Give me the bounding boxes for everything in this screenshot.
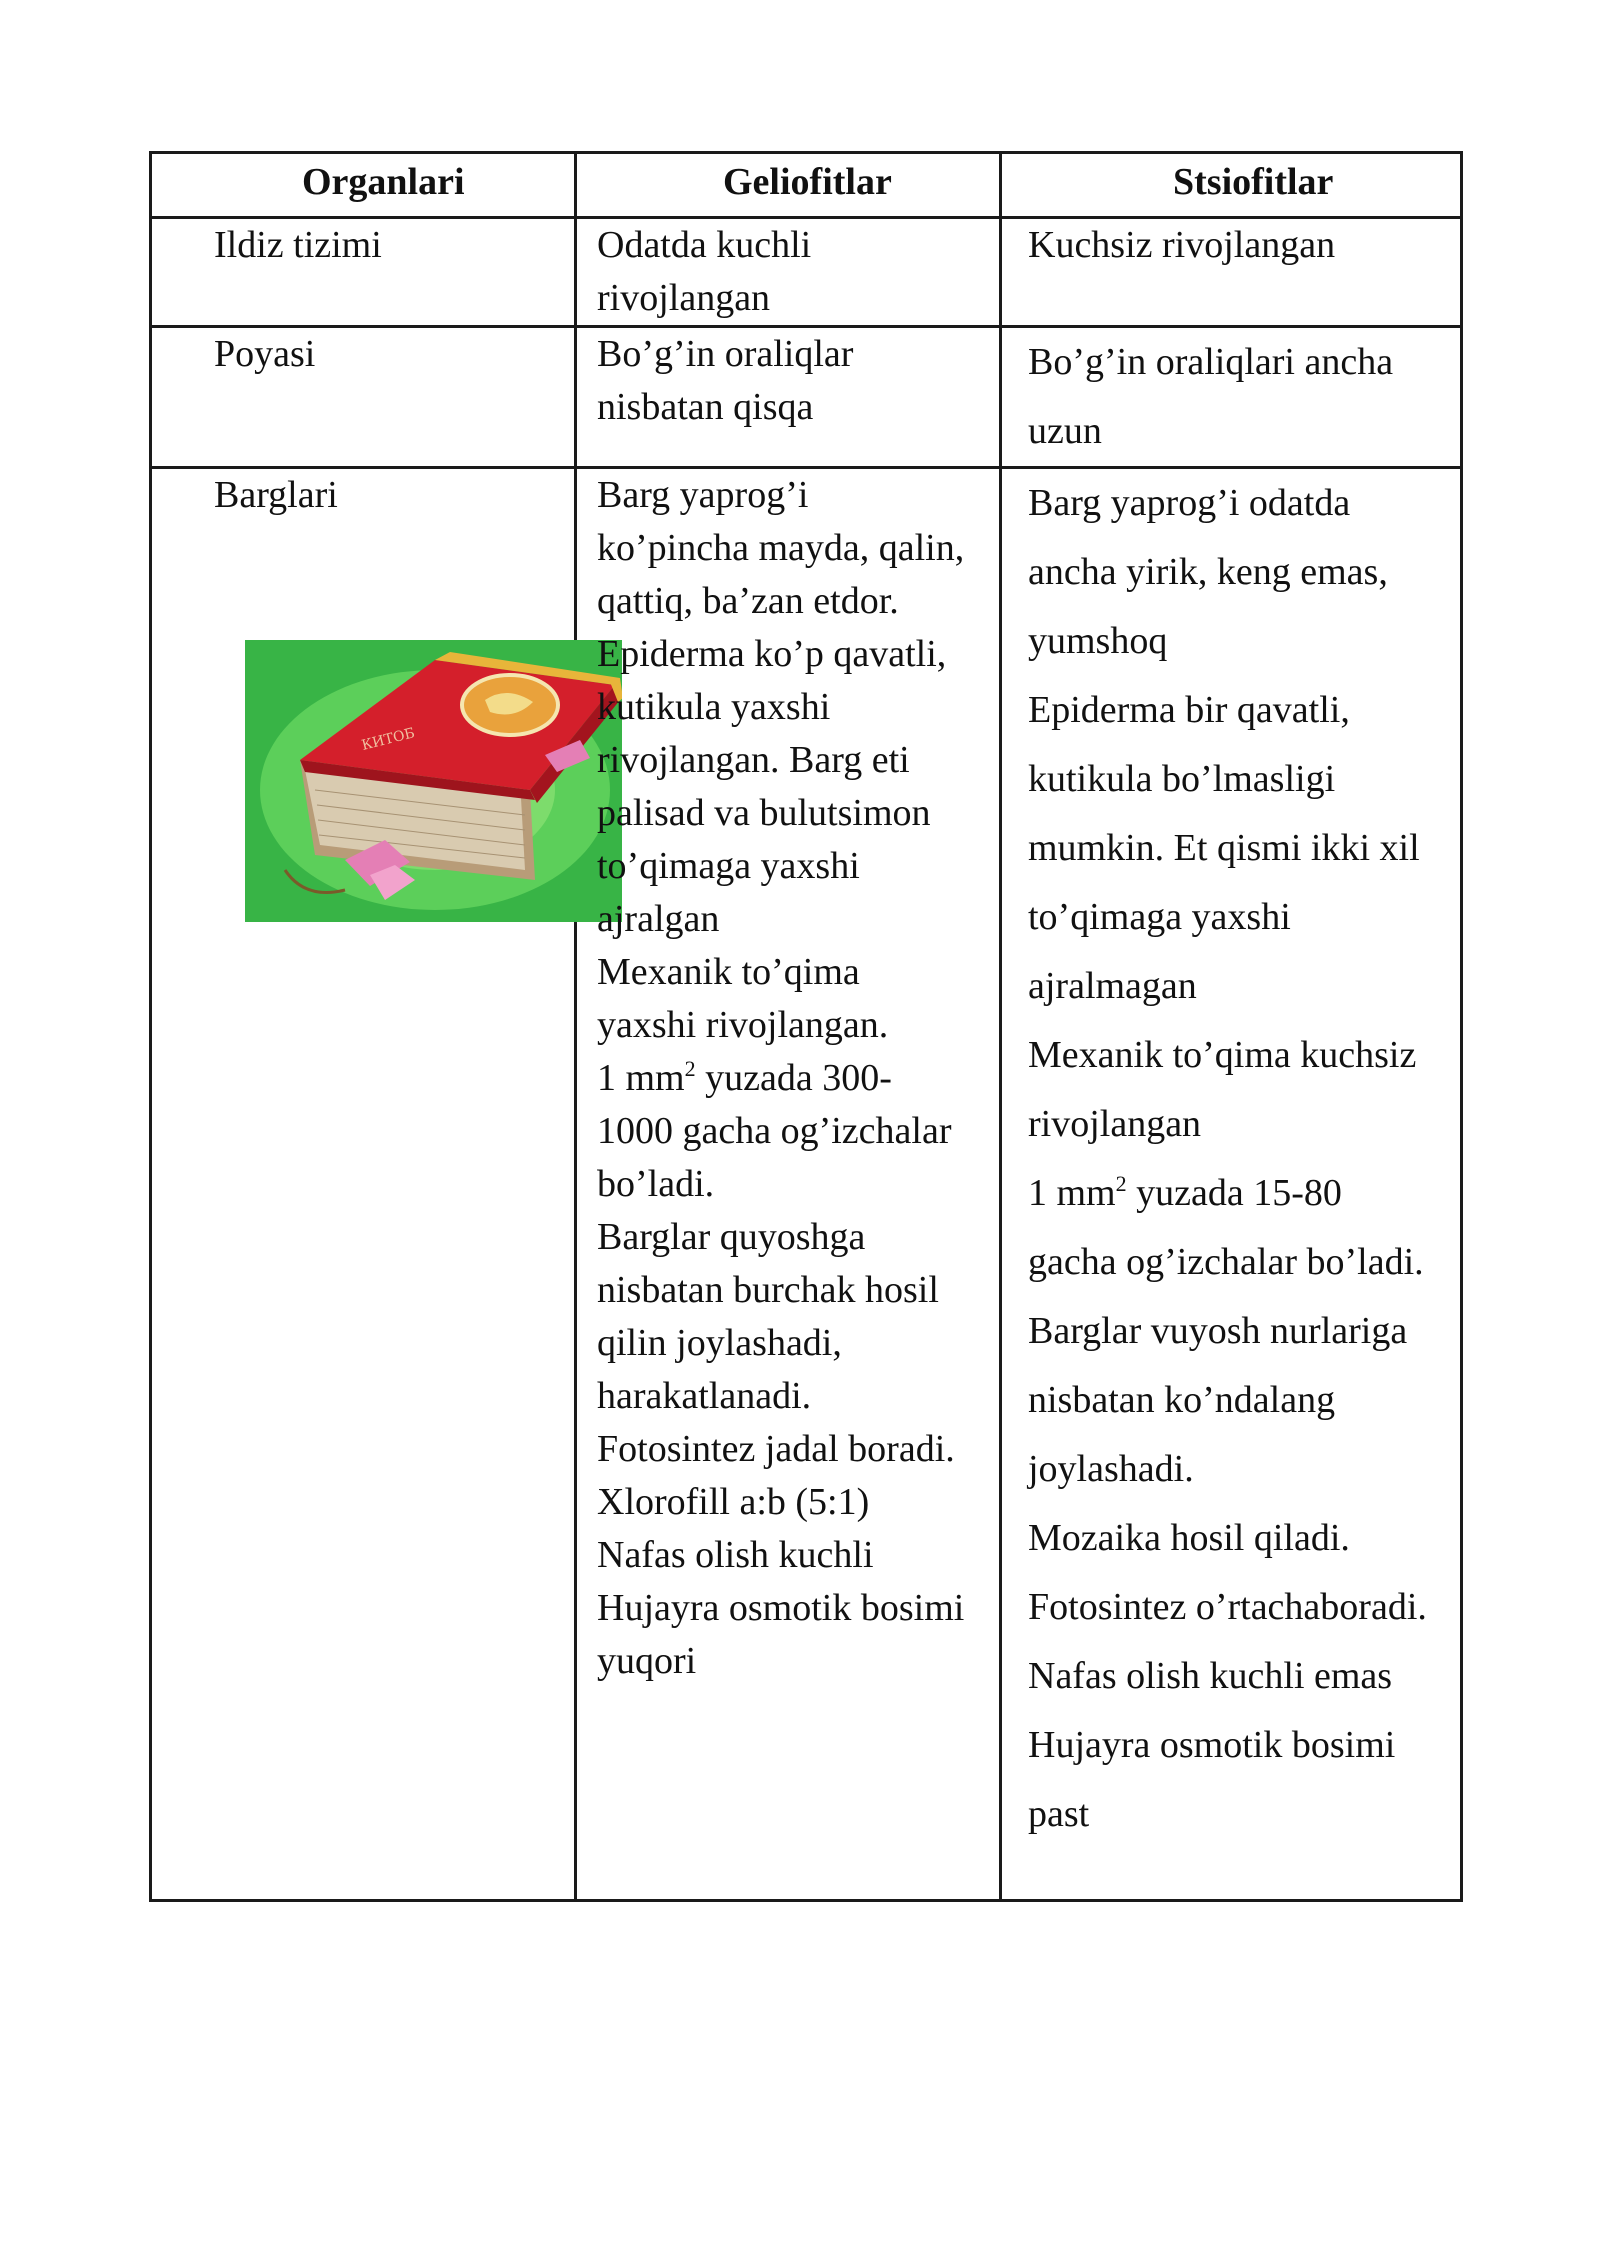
organ-cell [151, 218, 576, 327]
cell-line: Nafas olish kuchli [597, 1534, 874, 1576]
cell-line: bo’ladi. [597, 1163, 715, 1205]
geliofit-cell [576, 327, 1001, 468]
cell-line: to’qimaga yaxshi [597, 845, 860, 887]
cell-line: rivojlangan [597, 277, 771, 319]
cell-line: Barglar quyoshga [597, 1216, 866, 1258]
cell-line-superscript: 1 $mm^2$ yuzada 15-80 [1028, 1171, 1342, 1214]
cell-line: 1000 gacha og’izchalar [597, 1110, 952, 1152]
red-book-illustration [245, 640, 622, 922]
cell-line: Epiderma bir qavatli, [1028, 689, 1350, 731]
cell-line-superscript: 1 $mm^2$ yuzada 300- [597, 1056, 892, 1099]
cell-line: Nafas olish kuchli emas [1028, 1655, 1393, 1697]
cell-line: ancha yirik, keng emas, [1028, 551, 1388, 593]
table-row-barglari [151, 468, 1462, 1901]
cell-line: Mozaika hosil qiladi. [1028, 1517, 1350, 1559]
cell-line: palisad va bulutsimon [597, 792, 931, 834]
geliofit-cell [576, 218, 1001, 327]
table-header-row [151, 153, 1462, 218]
cell-line: rivojlangan. Barg eti [597, 739, 910, 781]
cell-line: Epiderma ko’p qavatli, [597, 633, 947, 675]
stsiofit-cell [1001, 468, 1462, 1901]
cell-line: harakatlanadi. [597, 1375, 812, 1417]
cell-line: nisbatan burchak hosil [597, 1269, 939, 1311]
organ-label: Barglari [214, 474, 338, 516]
book-title: КИТОБ [360, 725, 417, 754]
cell-line: qattiq, ba’zan etdor. [597, 580, 899, 622]
cell-line: Kuchsiz rivojlangan [1028, 224, 1336, 266]
cell-line: Mexanik to’qima [597, 951, 860, 993]
cell-line: Barg yaprog’i [597, 474, 809, 516]
cell-line: nisbatan ko’ndalang [1028, 1379, 1336, 1421]
cell-line: yumshoq [1028, 620, 1168, 662]
header-geliofitlar: Geliofitlar [576, 153, 1001, 218]
cell-line: yuqori [597, 1640, 697, 1682]
header-stsiofitlar: Stsiofitlar [1001, 153, 1462, 218]
cell-line: ajralmagan [1028, 965, 1197, 1007]
cell-line: Barg yaprog’i odatda [1028, 482, 1351, 524]
cell-line: Hujayra osmotik bosimi [597, 1587, 965, 1629]
cell-line: Fotosintez jadal boradi. [597, 1428, 955, 1470]
cell-line: Fotosintez o’rtachaboradi. [1028, 1586, 1427, 1628]
table-row-poyasi [151, 327, 1462, 468]
header-organlari: Organlari [151, 153, 576, 218]
organ-label: Poyasi [214, 333, 316, 375]
stsiofit-cell [1001, 327, 1462, 468]
cell-line: Mexanik to’qima kuchsiz [1028, 1034, 1417, 1076]
cell-line: qilin joylashadi, [597, 1322, 842, 1364]
cell-line: gacha og’izchalar bo’ladi. [1028, 1241, 1424, 1283]
cell-line: Odatda kuchli [597, 224, 812, 266]
comparison-table [149, 151, 1463, 1902]
cell-line: joylashadi. [1028, 1448, 1194, 1490]
cell-line: ajralgan [597, 898, 720, 940]
table-row-ildiz [151, 218, 1462, 327]
cell-line: uzun [1028, 410, 1102, 452]
cell-line: Hujayra osmotik bosimi [1028, 1724, 1396, 1766]
cell-line: rivojlangan [1028, 1103, 1202, 1145]
cell-line: Xlorofill a:b (5:1) [597, 1481, 870, 1523]
cell-line: kutikula bo’lmasligi [1028, 758, 1336, 800]
cell-line: nisbatan qisqa [597, 386, 814, 428]
cell-line: ko’pincha mayda, qalin, [597, 527, 965, 569]
cell-line: Bo’g’in oraliqlar [597, 333, 854, 375]
organ-cell [151, 327, 576, 468]
organ-cell [151, 468, 576, 1901]
geliofit-cell [576, 468, 1001, 1901]
cell-line: to’qimaga yaxshi [1028, 896, 1291, 938]
cell-line: past [1028, 1793, 1090, 1835]
cell-line: kutikula yaxshi [597, 686, 831, 728]
stsiofit-cell [1001, 218, 1462, 327]
cell-line: Bo’g’in oraliqlari ancha [1028, 341, 1394, 383]
cell-line: Barglar vuyosh nurlariga [1028, 1310, 1408, 1352]
organ-label: Ildiz tizimi [214, 224, 382, 266]
cell-line: yaxshi rivojlangan. [597, 1004, 889, 1046]
cell-line: mumkin. Et qismi ikki xil [1028, 827, 1420, 869]
